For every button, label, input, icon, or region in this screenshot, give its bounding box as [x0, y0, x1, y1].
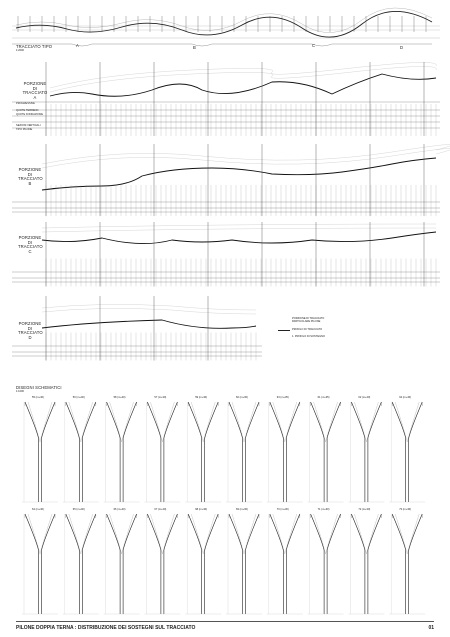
section-a-row-label-5: TIPO PILONE — [16, 128, 33, 131]
pylon-2-9 — [348, 514, 384, 614]
pylon-label: 58 (m+40) — [113, 396, 126, 399]
pylon-label: 71 (m+30) — [317, 508, 330, 511]
overview-title: TRACCIATO TIPO — [16, 44, 53, 49]
pylon-label: 64 (m+40) — [32, 508, 44, 511]
pylon-label: 67 (m+40) — [154, 508, 167, 511]
pylon-1-3 — [104, 402, 140, 502]
schematics-title: DISEGNI SCHEMATICI — [16, 385, 62, 390]
pylon-label: 56 (m+40) — [72, 396, 85, 399]
pylon-label: 69 (m+30) — [236, 508, 248, 511]
pylon-2-2 — [63, 514, 99, 614]
pylon-label: 73 (m+30) — [399, 508, 412, 511]
pylon-label: 62 (m+40) — [358, 396, 371, 399]
pylon-2-8 — [308, 514, 344, 614]
pylon-label: 60 (m+30) — [236, 396, 248, 399]
overview-letter-c: C — [312, 43, 316, 48]
legend-item-2: 1. PROFILO DI SOSTEGNO — [292, 335, 326, 338]
pylon-label: 68 (m+30) — [195, 508, 208, 511]
pylon-label: 65 (m+40) — [72, 508, 85, 511]
section-a-row-label-2: QUOTE TERRENO — [16, 109, 39, 112]
pylon-label: 63 (m+35) — [276, 396, 289, 399]
pylon-2-5 — [185, 514, 221, 614]
pylon-1-10 — [389, 402, 425, 502]
footer-bar — [16, 621, 434, 634]
pylon-label: 61 (m+35) — [317, 396, 330, 399]
footer-title: PILONE DOPPIA TERNA : DISTRIBUZIONE DEI SOSTEGNI SUL TRACCIATO — [16, 625, 196, 631]
overview-scale: 1:2000 — [16, 49, 24, 52]
section-d-title: PORZIONE DI TRACCIATO D — [18, 321, 43, 340]
pylon-1-8 — [308, 402, 344, 502]
schematics-scale: 1:1000 — [16, 390, 24, 393]
pylon-label: 66 (m+40) — [113, 508, 126, 511]
pylon-1-6 — [226, 402, 262, 502]
pylon-1-4 — [144, 402, 180, 502]
pylon-label: 72 (m+30) — [358, 508, 371, 511]
section-a-row-label-4: SEZIONI VERTICALI — [16, 124, 41, 127]
section-a-row-label-1: PROGRESSIVE — [16, 102, 35, 105]
section-b-title: PORZIONE DI TRACCIATO B — [18, 167, 43, 186]
legend-item-1: PROFILO DI TRACCIATO — [292, 328, 323, 331]
pylon-2-10 — [389, 514, 425, 614]
pylon-2-4 — [144, 514, 180, 614]
pylon-1-9 — [348, 402, 384, 502]
pylon-label: 64 (m+40) — [399, 396, 412, 399]
section-c-title: PORZIONE DI TRACCIATO C — [18, 235, 43, 254]
overview-letter-d: D — [400, 45, 404, 50]
pylon-2-7 — [267, 514, 303, 614]
pylon-label: 59 (m+30) — [195, 396, 208, 399]
legend-title: PORZIONE DI TRACCIATO PARTICOLARE PILONE — [292, 317, 325, 323]
pylon-2-3 — [104, 514, 140, 614]
page-number: 01 — [428, 625, 434, 631]
section-a-row-label-3: QUOTE FONDAZIONE — [16, 113, 43, 116]
overview-letter-a: A — [76, 43, 79, 48]
section-a-title: PORZIONE DI TRACCIATO A — [22, 81, 48, 100]
pylon-2-6 — [226, 514, 262, 614]
pylon-1-1 — [22, 402, 58, 502]
pylon-1-5 — [185, 402, 221, 502]
pylon-1-2 — [63, 402, 99, 502]
pylon-1-7 — [267, 402, 303, 502]
pylon-2-1 — [22, 514, 58, 614]
pylon-label: 70 (m+30) — [276, 508, 289, 511]
pylon-label: 57 (m+30) — [154, 396, 167, 399]
pylon-label: 55 (m+40) — [32, 396, 44, 399]
overview-letter-b: B — [193, 45, 196, 50]
